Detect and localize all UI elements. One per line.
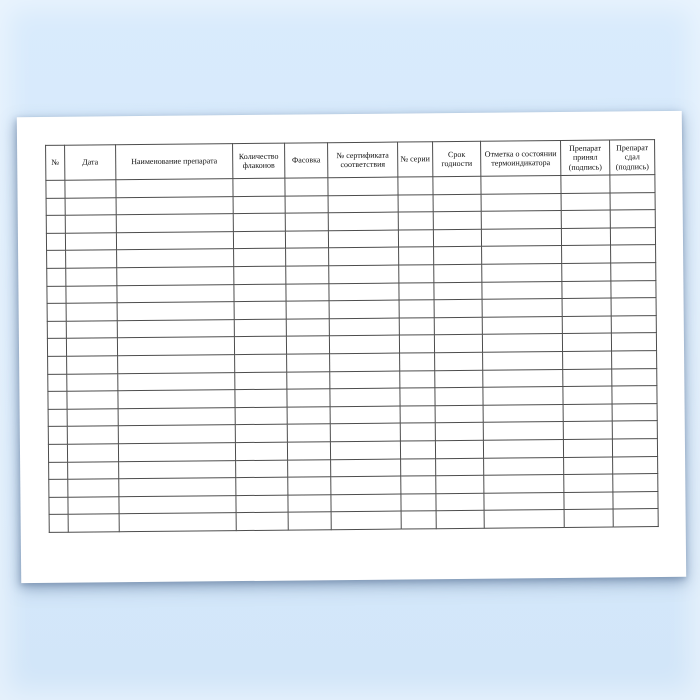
empty-cell (118, 390, 235, 409)
empty-cell (67, 373, 118, 391)
empty-cell (400, 405, 435, 423)
empty-cell (482, 334, 562, 352)
empty-cell (118, 425, 235, 444)
empty-cell (287, 354, 330, 372)
empty-cell (562, 316, 611, 334)
empty-cell (613, 474, 658, 492)
empty-cell (612, 421, 657, 439)
empty-cell (330, 371, 400, 389)
empty-cell (434, 282, 482, 300)
empty-cell (116, 179, 233, 198)
empty-cell (235, 389, 287, 407)
empty-cell (328, 195, 398, 213)
empty-cell (563, 421, 612, 439)
empty-cell (434, 317, 482, 335)
empty-cell (47, 303, 66, 321)
empty-cell (562, 245, 611, 263)
empty-cell (330, 388, 400, 406)
col-header-received-by: Препарат принял (подпись) (561, 140, 610, 175)
empty-cell (563, 404, 612, 422)
empty-cell (116, 214, 233, 233)
empty-cell (331, 476, 401, 494)
empty-cell (331, 459, 401, 477)
empty-cell (233, 178, 285, 196)
empty-cell (610, 227, 655, 245)
empty-cell (401, 458, 436, 476)
empty-cell (119, 513, 236, 532)
empty-cell (47, 251, 66, 269)
empty-cell (433, 211, 481, 229)
empty-cell (286, 266, 329, 284)
empty-cell (482, 263, 562, 281)
empty-cell (67, 426, 118, 444)
empty-cell (48, 444, 67, 462)
empty-cell (328, 230, 398, 248)
empty-cell (612, 351, 657, 369)
empty-cell (562, 333, 611, 351)
empty-cell (46, 215, 65, 233)
empty-cell (117, 302, 234, 321)
empty-cell (564, 509, 613, 527)
empty-cell (119, 478, 236, 497)
empty-cell (483, 404, 563, 422)
empty-cell (117, 267, 234, 286)
empty-cell (399, 300, 434, 318)
empty-cell (434, 335, 482, 353)
empty-cell (46, 233, 65, 251)
empty-cell (400, 370, 435, 388)
empty-cell (435, 440, 483, 458)
empty-cell (564, 492, 613, 510)
empty-cell (287, 371, 330, 389)
empty-cell (287, 424, 330, 442)
empty-cell (401, 476, 436, 494)
empty-cell (484, 492, 564, 510)
empty-cell (117, 284, 234, 303)
empty-cell (610, 192, 655, 210)
journal-table-body (46, 175, 658, 533)
empty-cell (329, 283, 399, 301)
empty-cell (117, 249, 234, 268)
empty-cell (328, 212, 398, 230)
empty-cell (49, 479, 68, 497)
empty-cell (436, 458, 484, 476)
empty-cell (613, 509, 658, 527)
empty-cell (484, 475, 564, 493)
empty-cell (435, 423, 483, 441)
empty-cell (288, 477, 331, 495)
empty-cell (612, 403, 657, 421)
empty-cell (48, 374, 67, 392)
empty-cell (433, 176, 481, 194)
empty-cell (234, 249, 286, 267)
empty-cell (612, 438, 657, 456)
empty-cell (483, 351, 563, 369)
empty-cell (434, 264, 482, 282)
empty-cell (235, 424, 287, 442)
empty-cell (563, 369, 612, 387)
empty-cell (118, 355, 235, 374)
empty-cell (331, 494, 401, 512)
empty-cell (65, 215, 116, 233)
empty-cell (561, 175, 610, 193)
empty-cell (65, 180, 116, 198)
empty-cell (561, 193, 610, 211)
empty-cell (436, 475, 484, 493)
empty-cell (482, 281, 562, 299)
empty-cell (288, 512, 331, 530)
empty-cell (398, 177, 433, 195)
empty-cell (482, 246, 562, 264)
empty-cell (68, 514, 119, 532)
empty-cell (613, 491, 658, 509)
empty-cell (118, 372, 235, 391)
empty-cell (235, 407, 287, 425)
empty-cell (611, 315, 656, 333)
empty-cell (398, 212, 433, 230)
empty-cell (68, 479, 119, 497)
empty-cell (563, 386, 612, 404)
empty-cell (561, 210, 610, 228)
empty-cell (119, 495, 236, 514)
journal-table-header (46, 140, 655, 181)
empty-cell (233, 231, 285, 249)
empty-cell (435, 352, 483, 370)
empty-cell (481, 193, 561, 211)
empty-cell (483, 369, 563, 387)
empty-cell (399, 317, 434, 335)
empty-cell (288, 494, 331, 512)
empty-cell (484, 457, 564, 475)
empty-cell (67, 444, 118, 462)
empty-cell (436, 493, 484, 511)
col-header-handed-over-by: Препарат сдал (подпись) (610, 140, 655, 175)
empty-cell (611, 245, 656, 263)
empty-cell (234, 284, 286, 302)
empty-cell (287, 389, 330, 407)
empty-cell (330, 441, 400, 459)
empty-cell (398, 194, 433, 212)
empty-cell (401, 511, 436, 529)
empty-cell (66, 320, 117, 338)
empty-cell (49, 462, 68, 480)
empty-cell (233, 196, 285, 214)
col-header-series-no: № серии (398, 142, 433, 177)
empty-cell (67, 408, 118, 426)
header-row (46, 140, 655, 181)
empty-cell (483, 387, 563, 405)
col-header-expiry: Срок годности (433, 141, 481, 176)
empty-cell (234, 266, 286, 284)
empty-cell (236, 460, 288, 478)
col-header-date: Дата (65, 145, 116, 180)
empty-cell (613, 456, 658, 474)
empty-cell (612, 386, 657, 404)
empty-cell (117, 319, 234, 338)
empty-cell (286, 301, 329, 319)
empty-cell (119, 460, 236, 479)
empty-cell (66, 285, 117, 303)
empty-cell (48, 391, 67, 409)
empty-cell (563, 351, 612, 369)
empty-cell (66, 250, 117, 268)
empty-cell (434, 247, 482, 265)
empty-cell (48, 409, 67, 427)
empty-cell (235, 442, 287, 460)
empty-cell (287, 406, 330, 424)
empty-cell (234, 319, 286, 337)
empty-cell (68, 461, 119, 479)
empty-cell (236, 512, 288, 530)
empty-cell (561, 228, 610, 246)
empty-cell (564, 474, 613, 492)
empty-cell (47, 286, 66, 304)
empty-cell (611, 333, 656, 351)
empty-cell (236, 477, 288, 495)
empty-cell (329, 335, 399, 353)
empty-cell (399, 265, 434, 283)
empty-cell (400, 423, 435, 441)
empty-cell (482, 316, 562, 334)
col-header-number: № (46, 145, 65, 180)
empty-cell (285, 178, 328, 196)
empty-cell (329, 300, 399, 318)
empty-cell (399, 247, 434, 265)
empty-cell (401, 493, 436, 511)
empty-cell (436, 511, 484, 529)
empty-cell (47, 321, 66, 339)
empty-cell (47, 268, 66, 286)
empty-cell (562, 263, 611, 281)
col-header-thermoindicator: Отметка о состоянии термоиндикатора (481, 140, 561, 176)
empty-cell (330, 353, 400, 371)
col-header-drug-name: Наименование препарата (116, 144, 233, 180)
empty-cell (481, 228, 561, 246)
empty-cell (235, 354, 287, 372)
empty-cell (481, 211, 561, 229)
empty-cell (434, 299, 482, 317)
empty-cell (611, 263, 656, 281)
empty-cell (68, 496, 119, 514)
empty-cell (435, 405, 483, 423)
empty-cell (65, 197, 116, 215)
registration-journal-table (45, 139, 659, 533)
empty-cell (48, 427, 67, 445)
empty-cell (116, 196, 233, 215)
col-header-certificate-no: № сертификата соответствия (328, 142, 398, 178)
empty-cell (66, 268, 117, 286)
empty-cell (286, 248, 329, 266)
empty-cell (398, 229, 433, 247)
empty-cell (399, 282, 434, 300)
empty-cell (329, 318, 399, 336)
empty-cell (46, 198, 65, 216)
empty-cell (286, 336, 329, 354)
empty-cell (483, 439, 563, 457)
empty-cell (611, 298, 656, 316)
empty-cell (330, 406, 400, 424)
empty-cell (481, 175, 561, 193)
empty-cell (49, 497, 68, 515)
empty-cell (236, 495, 288, 513)
empty-cell (612, 368, 657, 386)
empty-cell (286, 283, 329, 301)
empty-cell (399, 335, 434, 353)
empty-cell (484, 510, 564, 528)
empty-cell (48, 356, 67, 374)
empty-cell (117, 337, 234, 356)
col-header-packaging: Фасовка (285, 143, 328, 178)
empty-cell (285, 195, 328, 213)
empty-cell (65, 233, 116, 251)
empty-cell (285, 213, 328, 231)
col-header-vial-count: Количество флаконов (233, 143, 285, 178)
document-page (17, 111, 686, 583)
empty-cell (66, 338, 117, 356)
empty-cell (562, 281, 611, 299)
empty-cell (610, 210, 655, 228)
empty-cell (433, 229, 481, 247)
empty-cell (483, 422, 563, 440)
empty-cell (400, 388, 435, 406)
empty-cell (116, 231, 233, 250)
empty-cell (435, 370, 483, 388)
empty-cell (234, 301, 286, 319)
empty-cell (233, 213, 285, 231)
empty-cell (330, 423, 400, 441)
empty-cell (435, 387, 483, 405)
empty-cell (329, 247, 399, 265)
empty-cell (288, 459, 331, 477)
empty-cell (482, 299, 562, 317)
empty-cell (285, 230, 328, 248)
empty-cell (400, 353, 435, 371)
empty-cell (118, 443, 235, 462)
empty-cell (563, 439, 612, 457)
empty-cell (433, 194, 481, 212)
empty-cell (66, 303, 117, 321)
empty-cell (329, 265, 399, 283)
empty-cell (611, 280, 656, 298)
empty-cell (564, 456, 613, 474)
empty-cell (118, 407, 235, 426)
empty-cell (234, 336, 286, 354)
empty-cell (49, 515, 68, 533)
empty-cell (67, 356, 118, 374)
empty-cell (286, 318, 329, 336)
empty-cell (287, 442, 330, 460)
empty-cell (47, 339, 66, 357)
empty-cell (328, 177, 398, 195)
empty-cell (46, 180, 65, 198)
empty-cell (400, 441, 435, 459)
empty-cell (67, 391, 118, 409)
empty-cell (331, 511, 401, 529)
empty-cell (235, 372, 287, 390)
empty-cell (562, 298, 611, 316)
empty-cell (610, 175, 655, 193)
